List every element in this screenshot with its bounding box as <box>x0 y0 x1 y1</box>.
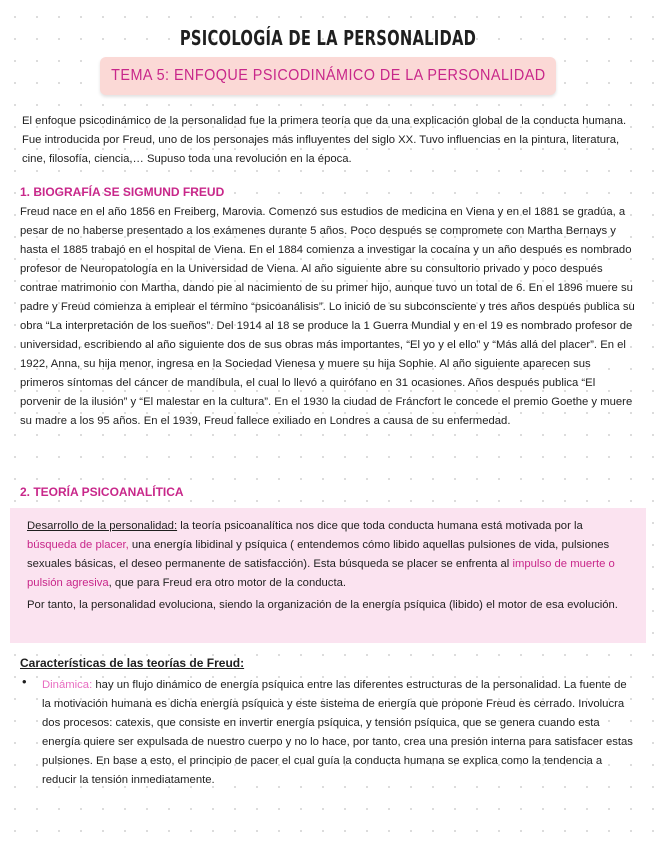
development-paragraph <box>27 517 635 593</box>
page-title: PSICOLOGÍA DE LA PERSONALIDAD <box>179 26 477 50</box>
highlight-death-drive: impulso de muerte o pulsión agresiva <box>27 558 615 589</box>
development-text-1: la teoría psicoanalítica nos dice que toda conducta humana está motivada por la <box>177 520 583 532</box>
topic-banner <box>100 57 556 95</box>
features-title: Características de las teorías de Freud: <box>20 656 245 670</box>
dynamics-text: hay un flujo dinámico de energía psíquica entre las diferentes estructuras de la personalidad. La fuente de la motivación humana es dicha energía psíquica y este sistema de energía que propone Freud es cerrado. Involucra dos procesos: catexis, que consiste en invertir energía psíquica, y tensión psíquica, que se genera cuando esta energía quiere ser expulsada de nuestro cuerpo y no lo hace, por tanto, crea una presión interna para satisfacer estas pulsiones. En base a esto, el principio de pacer el cual guía la conducta humana se explica como la tendencia a reducir la tensión inmediatamente. <box>42 679 633 786</box>
biography-paragraph: Freud nace en el año 1856 en Freiberg, Marovia. Comenzó sus estudios de medicina en Viena y en el 1881 se gradúa, a pesar de no haberse presentado a los exámenes durante 5 años. Poco después se compromete con Martha Bernays y hasta el 1885 trabajó en el hospital de Viena. En el 1884 comienza a investigar la cocaína y un año después es nombrado profesor de Neuropatología en la Universidad de Viena. Al año siguiente abre su consultorio privado y poco después contrae matrimonio con Martha, dando pie al nacimiento de su primer hijo, aunque tuvo un total de 6. En el 1896 muere su padre y Freud comienza a emplear el término “psicoanálisis”. Lo inició de su subconsciente y tres años después publica su obra “La interpretación de los sueños”. Del 1914 al 18 se produce la 1 Guerra Mundial y en el 19 es nombrado profesor de universidad, escribiendo al año siguiente dos de sus obras más importantes, “El yo y el ello” y “Más allá del placer”. En el 1922, Anna, su hija menor, ingresa en la Sociedad Vienesa y muere su hija Sophie. Al año siguiente aparecen sus primeros síntomas del cáncer de mandíbula, el cual lo llevó a quirófano en 31 ocasiones. Años después publica “El porvenir de la ilusión” y “El malestar en la cultura”. En el 1930 la ciudad de Fráncfort le concede el premio Goethe y muere su madre a los 95 años. En el 1939, Freud fallece exiliado en Londres a causa de su enfermedad. <box>20 206 635 427</box>
bullet-icon: • <box>22 674 27 689</box>
section-heading-biography: 1. BIOGRAFÍA SE SIGMUND FREUD <box>20 185 225 199</box>
development-text-3: , que para Freud era otro motor de la conducta. <box>108 577 347 589</box>
section-heading-theory: 2. TEORÍA PSICOANALÍTICA <box>20 485 184 499</box>
intro-paragraph: El enfoque psicodinámico de la personalidad fue la primera teoría que da una explicación global de la conducta humana. Fue introducida por Freud, uno de los personajes más influyentes del siglo XX. Tuvo influencias en la pintura, literatura, cine, filosofía, ciencia,… Supuso toda una revolución en la época. <box>22 115 627 165</box>
evolution-paragraph: Por tanto, la personalidad evoluciona, siendo la organización de la energía psíquica (libido) el motor de esa evolución. <box>27 599 618 611</box>
dynamics-term: Dinámica: <box>42 679 93 691</box>
dynamics-paragraph <box>42 676 636 790</box>
development-text-2: una energía libidinal y psíquica ( entendemos cómo libido aquellas pulsiones de vida, pulsiones sexuales básicas, el deseo permanente de satisfacción). Esta búsqueda se placer se enfrenta al <box>27 539 610 570</box>
highlight-pleasure: búsqueda de placer, <box>27 539 129 551</box>
development-label: Desarrollo de la personalidad: <box>27 520 178 532</box>
topic-title: TEMA 5: ENFOQUE PSICODINÁMICO DE LA PERSONALIDAD <box>110 67 546 84</box>
